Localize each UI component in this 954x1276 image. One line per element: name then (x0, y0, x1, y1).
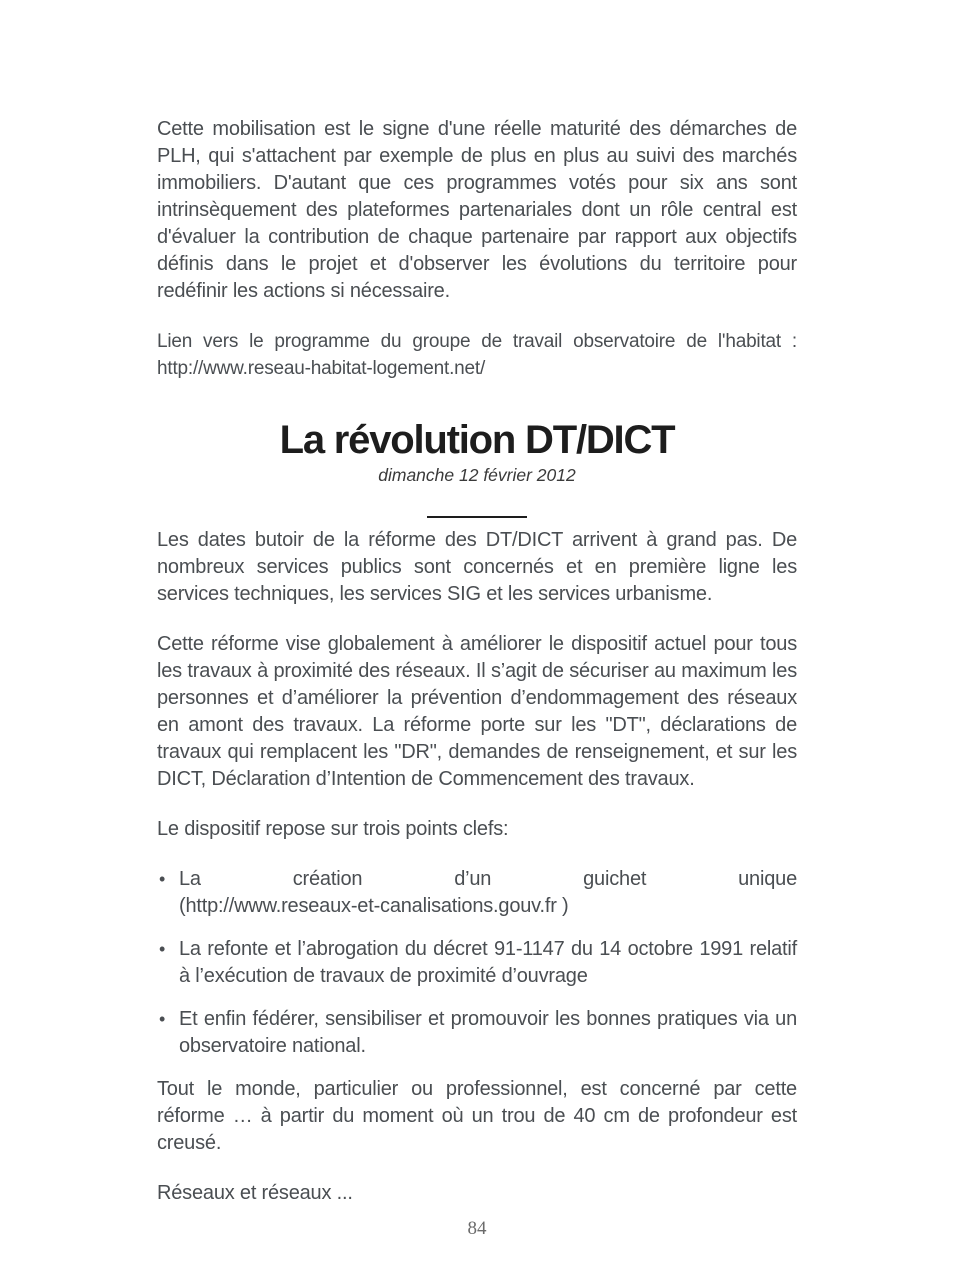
paragraph-points-clefs: Le dispositif repose sur trois points clefs: (157, 818, 509, 840)
habitat-url-link[interactable]: http://www.reseau-habitat-logement.net/ (157, 358, 486, 379)
page-number: 84 (467, 1218, 487, 1239)
list-item-refonte-decret (157, 936, 797, 990)
paragraph-habitat-link (157, 328, 797, 382)
page-content (157, 0, 797, 1207)
bullet-icon: • (159, 869, 166, 889)
paragraph-reseaux-et-reseaux: Réseaux et réseaux ... (157, 1182, 353, 1204)
list-item-guichet-unique (157, 866, 797, 920)
bullet-guichet-text: La création d’un guichet unique (179, 868, 797, 890)
bullet-icon: • (159, 939, 166, 959)
paragraph-dates-butoir: Les dates butoir de la réforme des DT/DICT arrivent à grand pas. De nombreux services publics sont concernés et en première ligne les services techniques, les services SIG et les services urbanisme. (157, 529, 797, 605)
bullet-refonte-text: La refonte et l’abrogation du décret 91-1147 du 14 octobre 1991 relatif à l’exécution de travaux de proximité d’ouvrage (179, 938, 797, 987)
article-date: dimanche 12 février 2012 (378, 465, 576, 485)
list-item-observatoire (157, 1006, 797, 1060)
bullet-icon: • (159, 1009, 166, 1029)
paragraph-tout-le-monde: Tout le monde, particulier ou professionnel, est concerné par cette réforme … à partir du moment où un trou de 40 cm de profondeur est creusé. (157, 1078, 797, 1154)
article-title: La révolution DT/DICT (279, 418, 675, 462)
key-points-list (157, 866, 797, 1060)
separator-line (427, 516, 527, 518)
habitat-link-intro-text: Lien vers le programme du groupe de travail observatoire de l'habitat : (157, 331, 797, 352)
paragraph-plh-mobilisation: Cette mobilisation est le signe d'une réelle maturité des démarches de PLH, qui s'attachent par exemple de plus en plus au suivi des marchés immobiliers. D'autant que ces programmes votés pour six ans sont intrinsèquement des plateformes partenariales dont un rôle central est d'évaluer la contribution de chaque partenaire par rapport aux objectifs définis dans le projet et d'observer les évolutions du territoire pour redéfinir les actions si nécessaire. (157, 118, 797, 302)
paragraph-reforme-vise: Cette réforme vise globalement à améliorer le dispositif actuel pour tous les travaux à proximité des réseaux. Il s’agit de sécuriser au maximum les personnes et d’améliorer la prévention d’endommagement des réseaux en amont des travaux. La réforme porte sur les "DT", déclarations de travaux qui remplacent les "DR", demandes de renseignement, et sur les DICT, Déclaration d’Intention de Commencement des travaux. (157, 633, 797, 790)
guichet-url-link[interactable]: (http://www.reseaux-et-canalisations.gouv.fr ) (179, 895, 569, 917)
bullet-observatoire-text: Et enfin fédérer, sensibiliser et promouvoir les bonnes pratiques via un observatoire national. (179, 1008, 797, 1057)
